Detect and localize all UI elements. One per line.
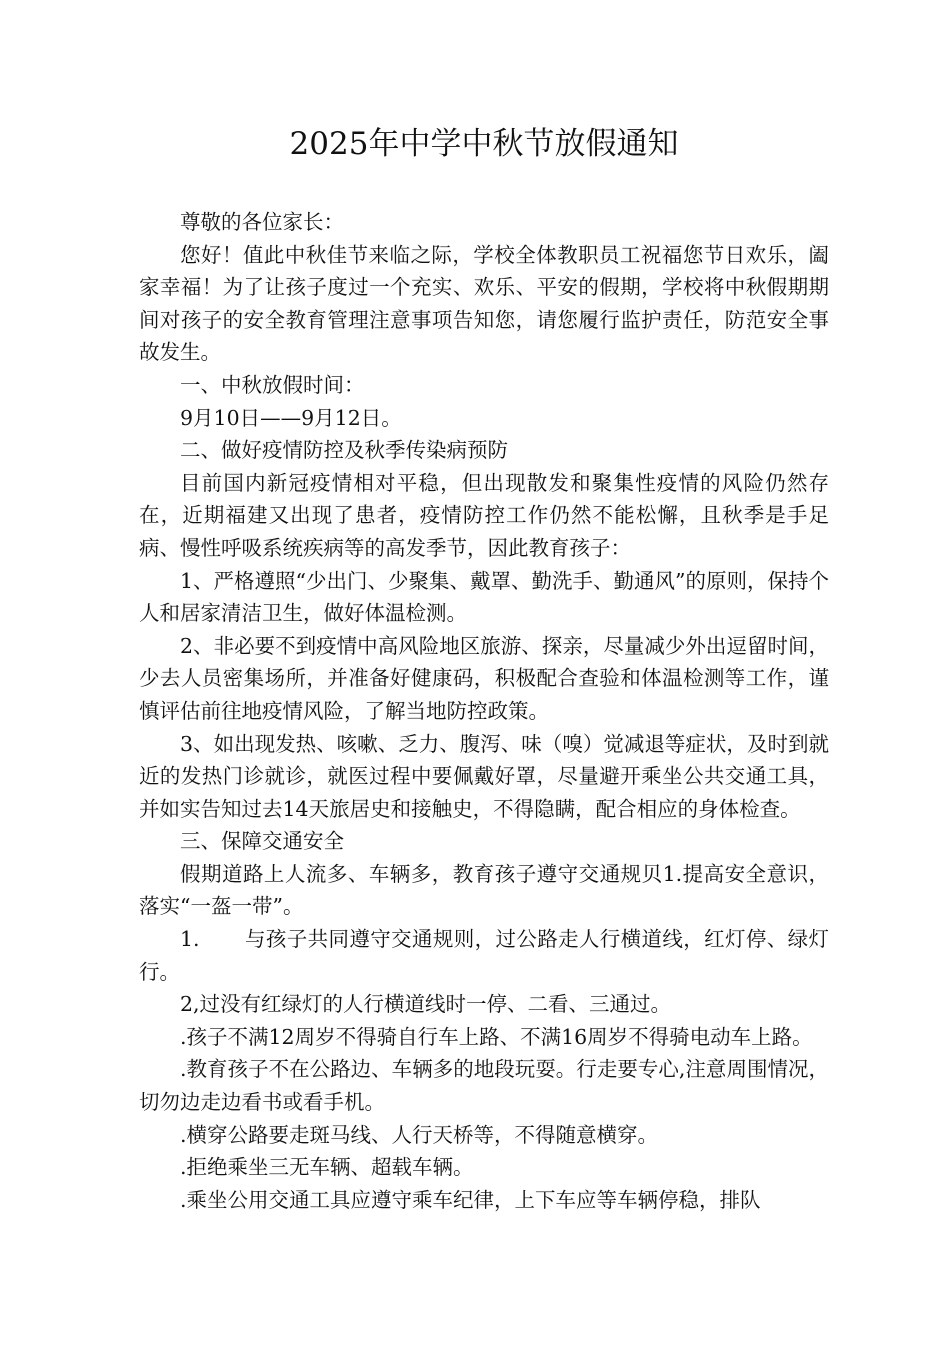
list-item: .拒绝乘坐三无车辆、超载车辆。	[180, 1155, 474, 1180]
item-number: 1.	[180, 927, 200, 952]
section-heading: 二、做好疫情防控及秋季传染病预防	[180, 438, 508, 463]
list-item: 2、非必要不到疫情中高风险地区旅游、探亲，尽量减少外出逗留时间，少去人员密集场所，并准备好健康码，积极配合查验和体温检测等工作，谨慎评估前往地疫情风险，了解当地防控政策。	[139, 633, 829, 723]
item-text: 与孩子共同遵守交通规则，过公路走人行横道线，红灯停、绿灯行。	[139, 927, 829, 984]
list-item: .教育孩子不在公路边、车辆多的地段玩耍。行走要专心,注意周围情况，切勿边走边看书或看手机。	[139, 1057, 829, 1115]
notice-page	[139, 118, 829, 1216]
list-item: .横穿公路要走斑马线、人行天桥等，不得随意横穿。	[180, 1122, 659, 1147]
section-heading: 一、中秋放假时间：	[180, 372, 365, 397]
paragraph: 您好！值此中秋佳节来临之际，学校全体教职员工祝福您节日欢乐，阖家幸福！为了让孩子度过一个充实、欢乐、平安的假期，学校将中秋假期期间对孩子的安全教育管理注意事项告知您，请您履行监护责任，防范安全事故发生。	[139, 242, 829, 365]
notice-title: 2025年中学中秋节放假通知	[289, 126, 679, 162]
notice-body	[139, 206, 829, 1216]
list-item: 3、如出现发热、咳嗽、乏力、腹泻、味（嗅）觉减退等症状，及时到就近的发热门诊就诊，就医过程中要佩戴好罩，尽量避开乘坐公共交通工具，并如实告知过去14天旅居史和接触史，不得隐瞒，配合相应的身体检查。	[139, 731, 829, 821]
paragraph: 假期道路上人流多、车辆多，教育孩子遵守交通规贝1.提高安全意识，落实“一盔一带”。	[139, 861, 829, 919]
holiday-dates: 9月10日——9月12日。	[180, 405, 402, 430]
list-item: .乘坐公用交通工具应遵守乘车纪律，上下车应等车辆停稳，排队	[180, 1187, 761, 1212]
list-item: 2,过没有红绿灯的人行横道线时一停、二看、三通过。	[180, 992, 672, 1017]
list-item: 1、严格遵照“少出门、少聚集、戴罩、勤洗手、勤通风”的原则，保持个人和居家清洁卫生，做好体温检测。	[139, 568, 830, 626]
section-heading: 三、保障交通安全	[180, 829, 344, 854]
salutation: 尊敬的各位家长：	[180, 210, 344, 234]
list-item: .孩子不满12周岁不得骑自行车上路、不满16周岁不得骑电动车上路。	[180, 1024, 813, 1049]
paragraph: 目前国内新冠疫情相对平稳，但出现散发和聚集性疫情的风险仍然存在，近期福建又出现了患者，疫情防控工作仍然不能松懈，且秋季是手足病、慢性呼吸系统疾病等的高发季节，因此教育孩子：	[139, 470, 829, 560]
list-item	[139, 923, 829, 988]
